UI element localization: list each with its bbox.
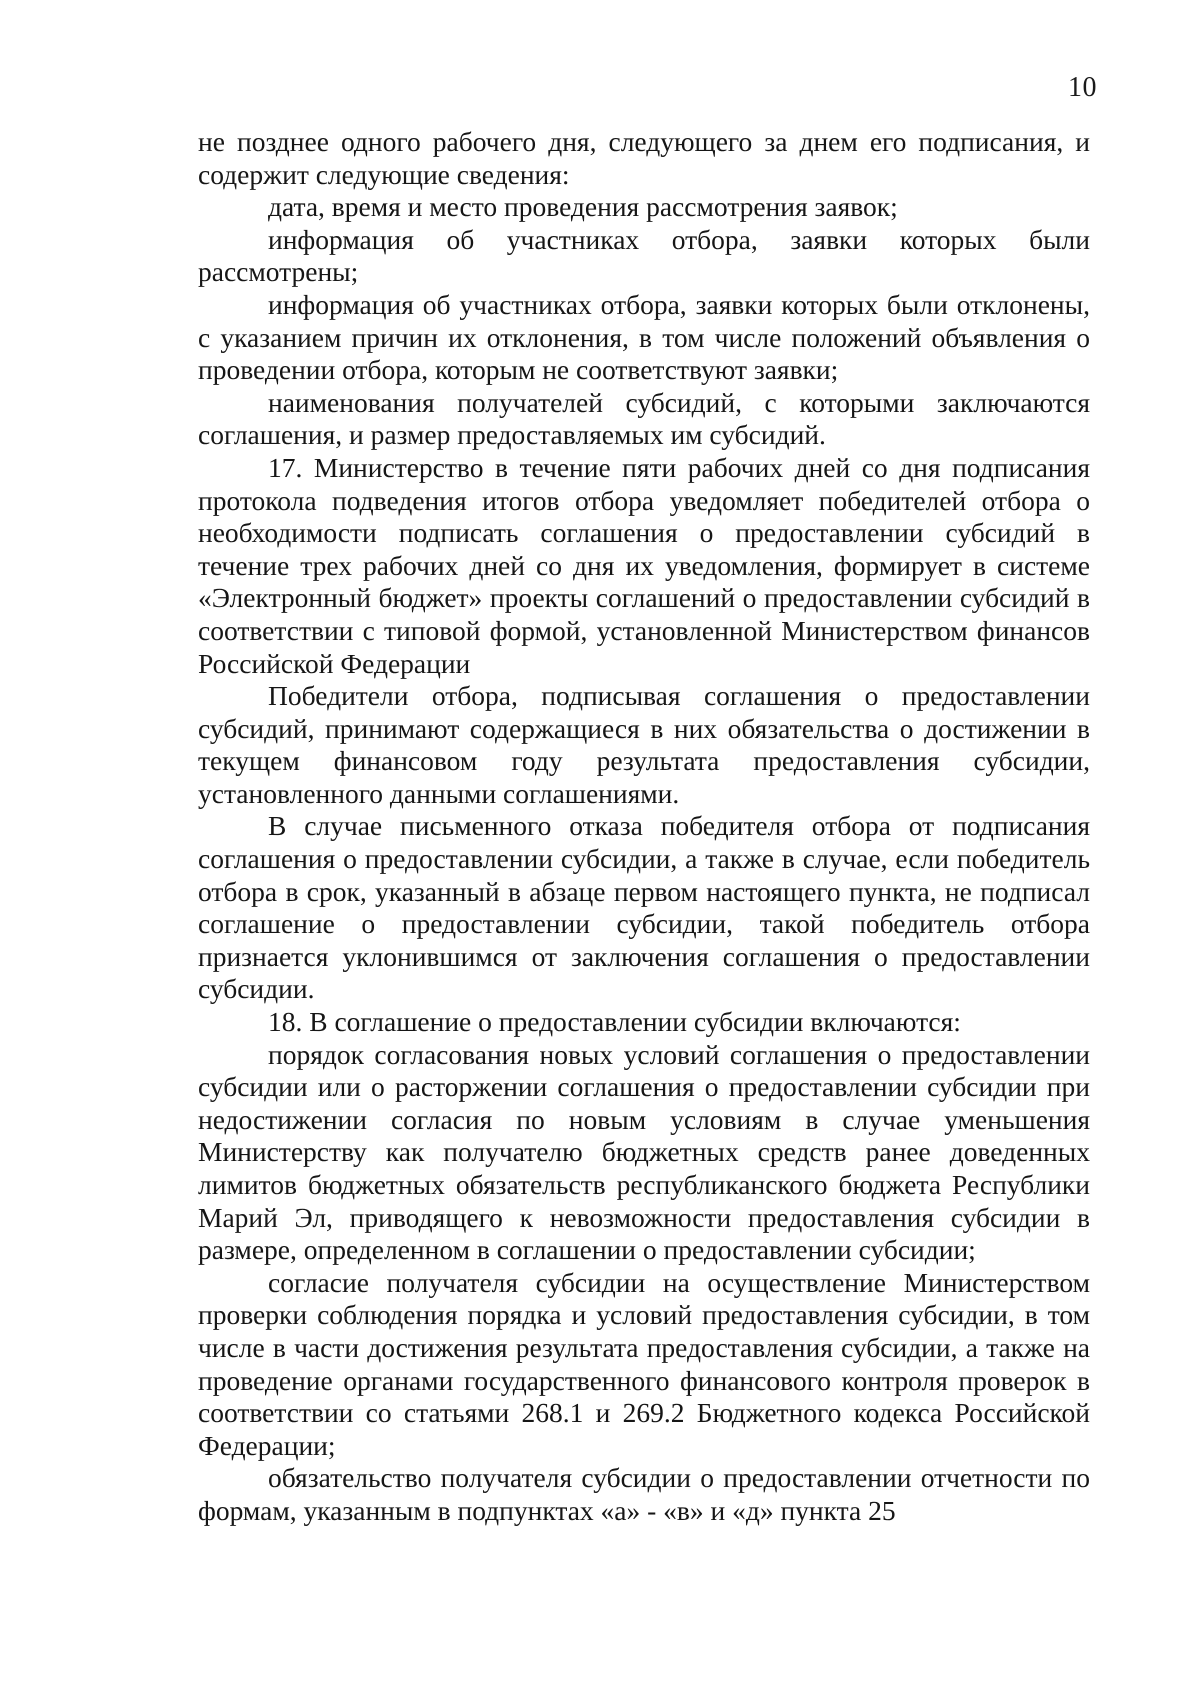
paragraph-recipients-names: наименования получателей субсидий, с которыми заключаются соглашения, и размер предоставляемых им субсидий. <box>198 386 1090 451</box>
paragraph-date-time-place: дата, время и место проведения рассмотрения заявок; <box>268 191 898 223</box>
paragraph-winners-obligations: Победители отбора, подписывая соглашения о предоставлении субсидий, принимают содержащиеся в них обязательства о достижении в текущем финансовом году результата предоставления субсидии, установленного данными соглашениями. <box>198 680 1090 809</box>
paragraph-continuation: не позднее одного рабочего дня, следующего за днем его подписания, и содержит следующие сведения: <box>198 126 1090 190</box>
paragraph-rejected-participants: информация об участниках отбора, заявки которых были отклонены, с указанием причин их отклонения, в том числе положений объявления о проведении отбора, которым не соответствуют заявки; <box>198 288 1090 386</box>
paragraph-item-18: 18. В соглашение о предоставлении субсидии включаются: <box>268 1006 961 1038</box>
paragraph-written-refusal: В случае письменного отказа победителя отбора от подписания соглашения о предоставлении субсидии, а также в случае, если победитель отбора в срок, указанный в абзаце первом настоящего пункта, не подписал соглашение о предоставлении субсидии, такой победитель отбора признается уклонившимся от заключения соглашения о предоставлении субсидии. <box>198 810 1090 1005</box>
paragraph-item-17: 17. Министерство в течение пяти рабочих дней со дня подписания протокола подведения итогов отбора уведомляет победителей отбора о необходимости подписать соглашения о предоставлении субсидий в течение трех рабочих дней со дня их уведомления, формирует в системе «Электронный бюджет» проекты соглашений о предоставлении субсидий в соответствии с типовой формой, установленной Министерством финансов Российской Федерации <box>198 451 1090 679</box>
paragraph-recipient-consent: согласие получателя субсидии на осуществление Министерством проверки соблюдения порядка и условий предоставления субсидии, в том числе в части достижения результата предоставления субсидии, а также на проведение органами государственного финансового контроля проверок в соответствии со статьями 268.1 и 269.2 Бюджетного кодекса Российской Федерации; <box>198 1266 1090 1461</box>
page-number: 10 <box>1068 72 1097 103</box>
paragraph-considered-participants: информация об участниках отбора, заявки которых были рассмотрены; <box>198 223 1090 288</box>
document-body <box>198 126 1090 1528</box>
paragraph-approval-procedure: порядок согласования новых условий соглашения о предоставлении субсидии или о расторжении соглашения о предоставлении субсидии при недостижении согласия по новым условиям в случае уменьшения Министерству как получателю бюджетных средств ранее доведенных лимитов бюджетных обязательств республиканского бюджета Республики Марий Эл, приводящего к невозможности предоставления субсидии в размере, определенном в соглашении о предоставлении субсидии; <box>198 1038 1090 1266</box>
paragraph-reporting-obligation: обязательство получателя субсидии о предоставлении отчетности по формам, указанным в подпунктах «а» - «в» и «д» пункта 25 <box>198 1462 1090 1526</box>
